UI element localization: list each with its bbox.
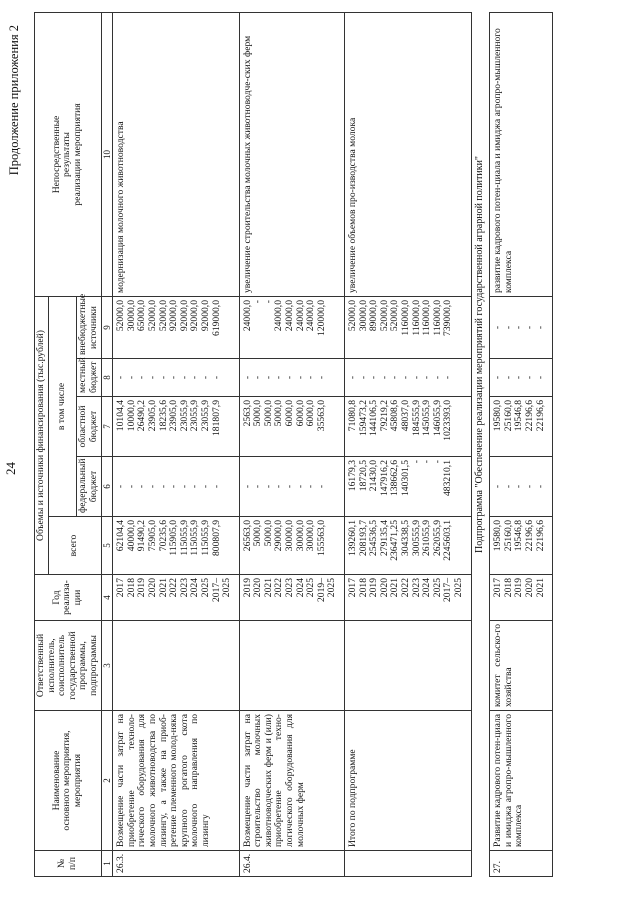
funding-table xyxy=(34,12,553,877)
header-regional: областной бюджет xyxy=(77,397,101,457)
header-funding: Объемы и источники финансирования (тыс.рублей) xyxy=(35,296,49,574)
page-number: 24 xyxy=(3,462,18,475)
subprogram-row xyxy=(471,12,490,876)
row-extra: 52000,0 30000,0 89000,0 52000,0 52000,0 116000,0 116000,0 116000,0 116000,0 739000,0 xyxy=(345,296,472,358)
row-num: 27. xyxy=(490,851,553,877)
col-number: 4 xyxy=(101,575,113,621)
table-row xyxy=(239,12,344,876)
row-extra: 24000,0 - - 24000,0 24000,0 24000,0 24000,0 120000,0 xyxy=(239,296,344,358)
header-total: всего xyxy=(48,517,101,575)
row-extra: 52000,0 30000,0 65000,0 52000,0 52000,0 92000,0 92000,0 92000,0 92000,0 619000,0 xyxy=(113,296,240,358)
header-num: № п/п xyxy=(35,851,102,877)
page-caption: Продолжение приложения 2 xyxy=(7,25,21,176)
header-extra: внебюджетные источники xyxy=(77,296,101,358)
row-federal: - - - - - - - - xyxy=(239,457,344,517)
row-executor xyxy=(113,621,240,711)
row-regional: 19580,0 25160,0 19546,8 22196,6 22196,6 xyxy=(490,397,553,457)
row-regional: 10104,4 10000,0 26490,2 23905,0 18235,6 23905,0 23055,9 23055,9 23055,9 181807,9 xyxy=(113,397,240,457)
header-row-1 xyxy=(35,12,49,876)
row-num xyxy=(345,851,472,877)
row-result: модернизация молочного животноводства xyxy=(113,12,240,296)
col-number: 5 xyxy=(101,517,113,575)
row-federal: - - - - - - - - - - xyxy=(113,457,240,517)
col-number: 8 xyxy=(101,359,113,397)
row-name: Развитие кадрового потен-циала и имиджа агропро-мышленного комплекса xyxy=(490,711,553,851)
row-federal: - - - - - xyxy=(490,457,553,517)
row-regional: 2563,0 5000,0 5000,0 5000,0 6000,0 6000,0 6000,0 35563,0 xyxy=(239,397,344,457)
row-total: 139260,1 208193,7 254536,5 279135,4 236471,25 304338,5 300555,9 261055,9 262055,9 2245603,1 xyxy=(345,517,472,575)
row-years: 2017 2018 2019 2020 2021 xyxy=(490,575,553,621)
row-local: - - - - - - - - - - xyxy=(113,359,240,397)
row-extra: - - - - - xyxy=(490,296,553,358)
col-number: 6 xyxy=(101,457,113,517)
col-number: 3 xyxy=(101,621,113,711)
row-num: 26.3. xyxy=(113,851,240,877)
row-years: 2017 2018 2019 2020 2021 2022 2023 2024 2025 2017–2025 xyxy=(113,575,240,621)
col-number: 9 xyxy=(101,296,113,358)
header-local: местный бюджет xyxy=(77,359,101,397)
row-federal: 16179,3 18720,5 21430,0 147916,2 138662,6 140301,5 - - - 483210,1 xyxy=(345,457,472,517)
row-name: Итого по подпрограмме xyxy=(345,711,472,851)
row-total: 26563,0 5000,0 5000,0 29000,0 30000,0 30000,0 30000,0 155563,0 xyxy=(239,517,344,575)
header-executor: Ответственный исполнитель, соисполнитель государственной программы, подпрограммы xyxy=(35,621,102,711)
header-year: Год реализа- ции xyxy=(35,575,102,621)
row-executor: комитет сельско-го хозяйства xyxy=(490,621,553,711)
header-federal: федеральный бюджет xyxy=(77,457,101,517)
table-row-total xyxy=(345,12,472,876)
row-regional: 71080,8 159473,2 144106,5 79219,2 45808,6 48037,0 184555,9 145055,9 146055,9 1023393,0 xyxy=(345,397,472,457)
row-result: увеличение объемов про-изводства молока xyxy=(345,12,472,296)
row-local: - - - - - - - - xyxy=(239,359,344,397)
table-row xyxy=(490,12,553,876)
row-result: развитие кадрового потен-циала и имиджа агропро-мышленного комплекса xyxy=(490,12,553,296)
row-total: 19580,0 25160,0 19546,8 22196,6 22196,6 xyxy=(490,517,553,575)
column-number-row xyxy=(101,12,113,876)
row-years: 2017 2018 2019 2020 2021 2022 2023 2024 2025 2017–2025 xyxy=(345,575,472,621)
row-local: - - - - - - - - - - xyxy=(345,359,472,397)
row-executor xyxy=(239,621,344,711)
subprogram-title: Подпрограмма "Обеспечение реализации мероприятий государственной аграрной политики" xyxy=(471,12,490,876)
table-row xyxy=(113,12,240,876)
header-name: Наименование основного мероприятия, мероприятия xyxy=(35,711,102,851)
header-in-that: в том числе xyxy=(48,296,77,516)
row-local: - - - - - xyxy=(490,359,553,397)
row-name: Возмещение части затрат на приобретение техноло-гического оборудования для молочного животноводства по лизингу, а также на приоб-ретение племенного молод-няка крупного рогатого скота молочного направления по лизингу xyxy=(113,711,240,851)
col-number: 10 xyxy=(101,12,113,296)
row-years: 2019 2020 2021 2022 2023 2024 2025 2019–2025 xyxy=(239,575,344,621)
col-number: 2 xyxy=(101,711,113,851)
header-result: Непосредственные результаты реализации мероприятия xyxy=(35,12,102,296)
row-total: 62104,4 40000,0 91490,2 75905,0 70235,6 115905,0 115055,9 115055,9 115055,9 800807,9 xyxy=(113,517,240,575)
row-num: 26.4. xyxy=(239,851,344,877)
row-result: увеличение строительства молочных животноводче-ских ферм xyxy=(239,12,344,296)
row-executor xyxy=(345,621,472,711)
col-number: 1 xyxy=(101,851,113,877)
col-number: 7 xyxy=(101,397,113,457)
row-name: Возмещение части затрат на строительство молочных животноводческих ферм и (или) приобретение техно-логического оборудования для молочных ферм xyxy=(239,711,344,851)
